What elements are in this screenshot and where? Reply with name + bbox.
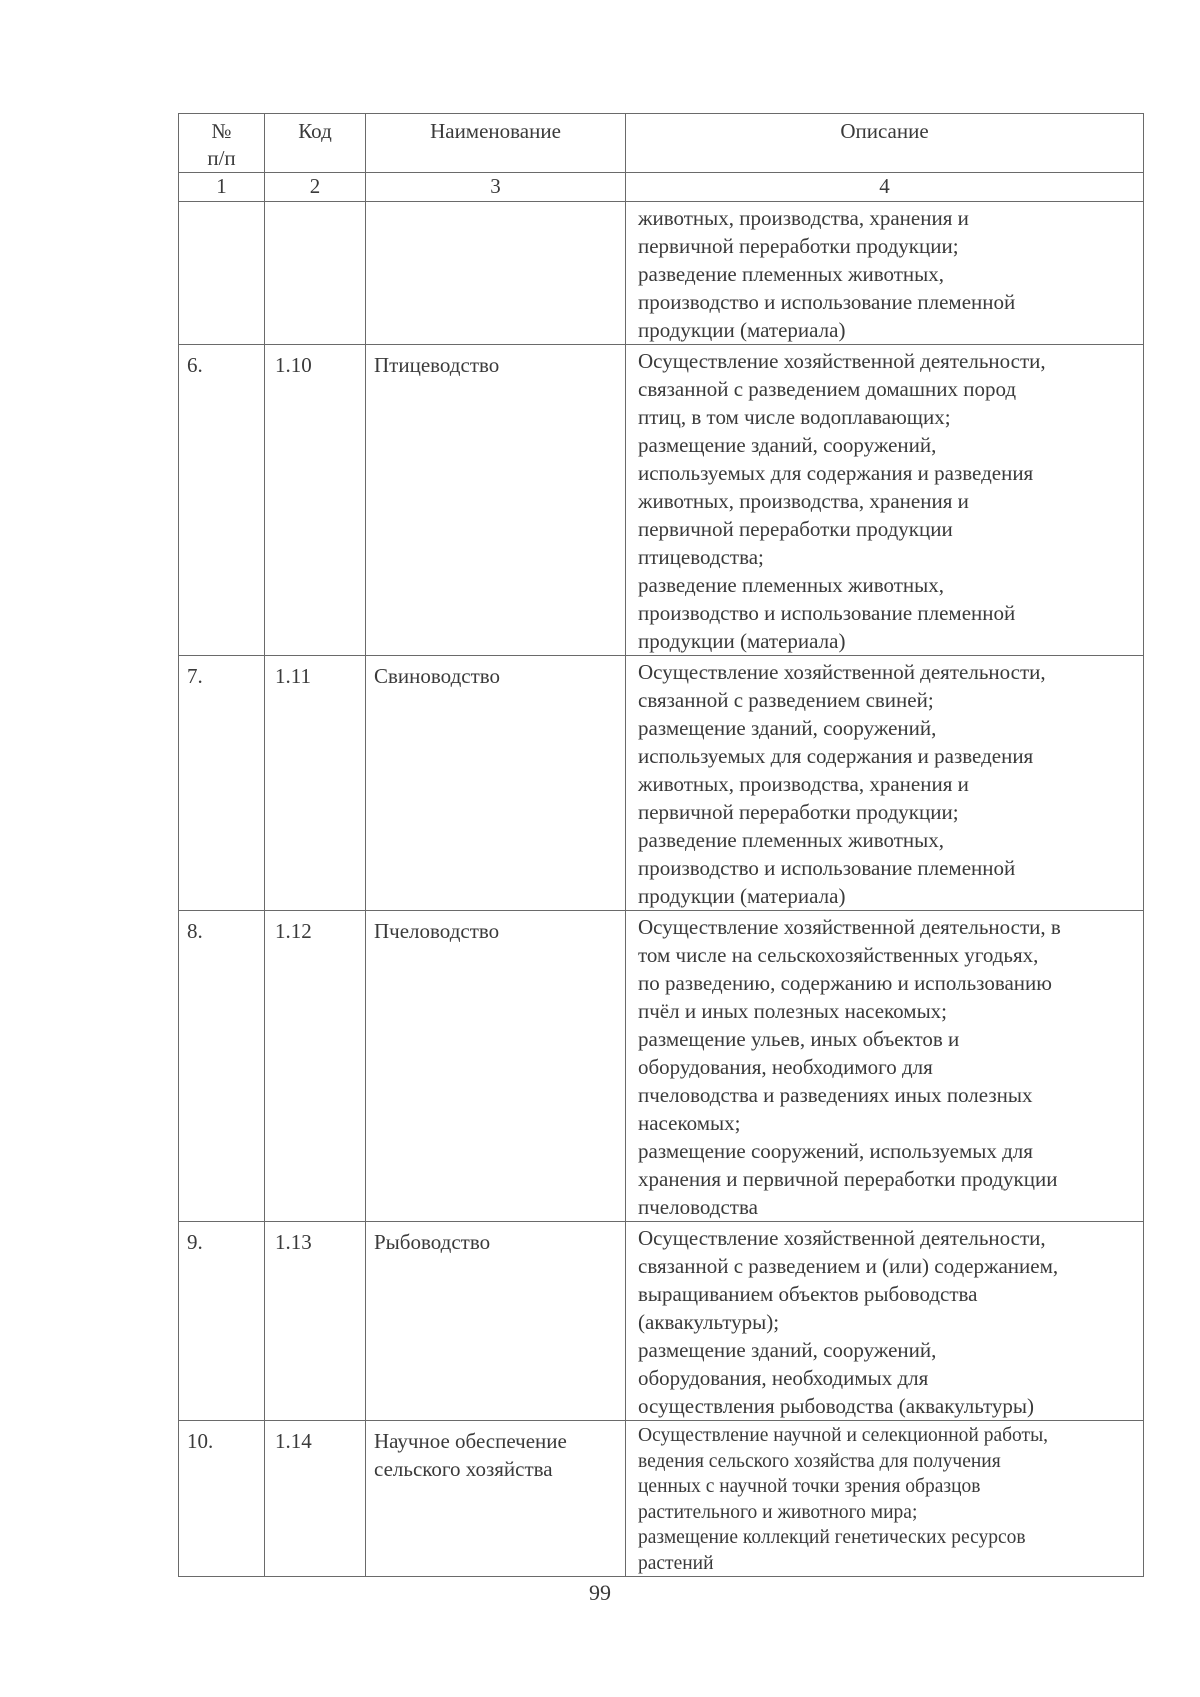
row-description: [626, 911, 1144, 1222]
description-line: производство и использование племенной: [638, 601, 1016, 625]
row-number: [179, 202, 265, 345]
description-line: животных, производства, хранения и: [638, 206, 969, 230]
description-line: животных, производства, хранения и: [638, 772, 969, 796]
row-number: 7.: [179, 656, 265, 911]
header-number: [179, 114, 265, 173]
row-name: [366, 656, 626, 911]
table-row: [179, 202, 1144, 345]
row-name: [366, 911, 626, 1222]
description-line: используемых для содержания и разведения: [638, 744, 1034, 768]
description-line: продукции (материала): [638, 318, 846, 342]
description-line: связанной с разведением и (или) содержанием,: [638, 1254, 1059, 1278]
row-name: [366, 345, 626, 656]
description-line: Осуществление хозяйственной деятельности,: [638, 660, 1046, 684]
page-number: 99: [589, 1580, 611, 1605]
column-number: 1: [179, 173, 265, 202]
row-description: [626, 1222, 1144, 1421]
table-row: [179, 911, 1144, 1222]
row-name: [366, 202, 626, 345]
description-line: производство и использование племенной: [638, 856, 1016, 880]
row-name: [366, 1421, 626, 1577]
description-line: по разведению, содержанию и использованию: [638, 971, 1052, 995]
table-row: [179, 1421, 1144, 1577]
row-description: [626, 345, 1144, 656]
description-line: животных, производства, хранения и: [638, 489, 969, 513]
description-line: растений: [638, 1552, 714, 1574]
description-line: размещение зданий, сооружений,: [638, 1338, 937, 1362]
header-row: [179, 114, 1144, 173]
row-number: 8.: [179, 911, 265, 1222]
header-name: [366, 114, 626, 173]
row-description: [626, 1421, 1144, 1577]
header-text: Наименование: [430, 119, 561, 143]
description-line: ценных с научной точки зрения образцов: [638, 1476, 981, 1497]
description-line: размещение зданий, сооружений,: [638, 716, 937, 740]
description-line: выращиванием объектов рыбоводства: [638, 1282, 978, 1306]
table-row: [179, 1222, 1144, 1421]
name-line: сельского хозяйства: [374, 1457, 553, 1481]
description-line: размещение коллекций генетических ресурсов: [638, 1527, 1026, 1548]
description-line: размещение сооружений, используемых для: [638, 1139, 1033, 1163]
description-line: Осуществление хозяйственной деятельности,: [638, 349, 1046, 373]
description-line: размещение зданий, сооружений,: [638, 433, 937, 457]
row-code: 1.11: [265, 656, 366, 911]
header-text: №: [211, 119, 232, 143]
description-line: размещение ульев, иных объектов и: [638, 1027, 960, 1051]
header-text: п/п: [207, 146, 236, 170]
description-line: растительного и животного мира;: [638, 1501, 918, 1523]
row-number: 6.: [179, 345, 265, 656]
name-line: Пчеловодство: [374, 919, 500, 943]
row-code: [265, 202, 366, 345]
row-number: 10.: [179, 1421, 265, 1577]
description-line: разведение племенных животных,: [638, 573, 945, 597]
description-line: используемых для содержания и разведения: [638, 461, 1034, 485]
description-line: оборудования, необходимых для: [638, 1366, 929, 1390]
name-line: Свиноводство: [374, 664, 501, 688]
description-line: ведения сельского хозяйства для получения: [638, 1450, 1001, 1472]
row-code: 1.10: [265, 345, 366, 656]
row-name: [366, 1222, 626, 1421]
land-use-table: [178, 113, 1144, 1577]
row-code: 1.12: [265, 911, 366, 1222]
description-line: оборудования, необходимого для: [638, 1055, 933, 1079]
description-line: производство и использование племенной: [638, 290, 1016, 314]
description-line: пчеловодства и разведениях иных полезных: [638, 1083, 1033, 1107]
row-code: 1.13: [265, 1222, 366, 1421]
name-line: Рыбоводство: [374, 1230, 491, 1254]
header-text: Код: [298, 119, 332, 143]
description-line: продукции (материала): [638, 629, 846, 653]
header-text: Описание: [840, 119, 929, 143]
table-row: [179, 656, 1144, 911]
description-line: осуществления рыбоводства (аквакультуры): [638, 1394, 1034, 1418]
table-body: [179, 202, 1144, 1577]
row-description: [626, 656, 1144, 911]
description-line: Осуществление научной и селекционной работы,: [638, 1425, 1049, 1446]
description-line: хранения и первичной переработки продукции: [638, 1167, 1058, 1191]
header-code: [265, 114, 366, 173]
row-number: 9.: [179, 1222, 265, 1421]
description-line: разведение племенных животных,: [638, 262, 945, 286]
description-line: первичной переработки продукции;: [638, 234, 959, 258]
description-line: пчеловодства: [638, 1195, 758, 1219]
row-code: 1.14: [265, 1421, 366, 1577]
table-header: [179, 114, 1144, 202]
column-number: 2: [265, 173, 366, 202]
description-line: разведение племенных животных,: [638, 828, 945, 852]
description-line: птицеводства;: [638, 545, 764, 569]
description-line: Осуществление хозяйственной деятельности, в: [638, 915, 1061, 939]
description-line: связанной с разведением домашних пород: [638, 377, 1017, 401]
name-line: Птицеводство: [374, 353, 500, 377]
description-line: связанной с разведением свиней;: [638, 688, 934, 712]
column-numbers-row: [179, 173, 1144, 202]
name-line: Научное обеспечение: [374, 1429, 567, 1453]
header-description: [626, 114, 1144, 173]
description-line: Осуществление хозяйственной деятельности,: [638, 1226, 1046, 1250]
description-line: (аквакультуры);: [638, 1310, 780, 1334]
description-line: первичной переработки продукции;: [638, 800, 959, 824]
row-description: [626, 202, 1144, 345]
description-line: насекомых;: [638, 1111, 741, 1135]
description-line: птиц, в том числе водоплавающих;: [638, 405, 951, 429]
description-line: продукции (материала): [638, 884, 846, 908]
description-line: первичной переработки продукции: [638, 517, 953, 541]
description-line: том числе на сельскохозяйственных угодьях,: [638, 943, 1039, 967]
description-line: пчёл и иных полезных насекомых;: [638, 999, 948, 1023]
column-number: 3: [366, 173, 626, 202]
table-row: [179, 345, 1144, 656]
column-number: 4: [626, 173, 1144, 202]
